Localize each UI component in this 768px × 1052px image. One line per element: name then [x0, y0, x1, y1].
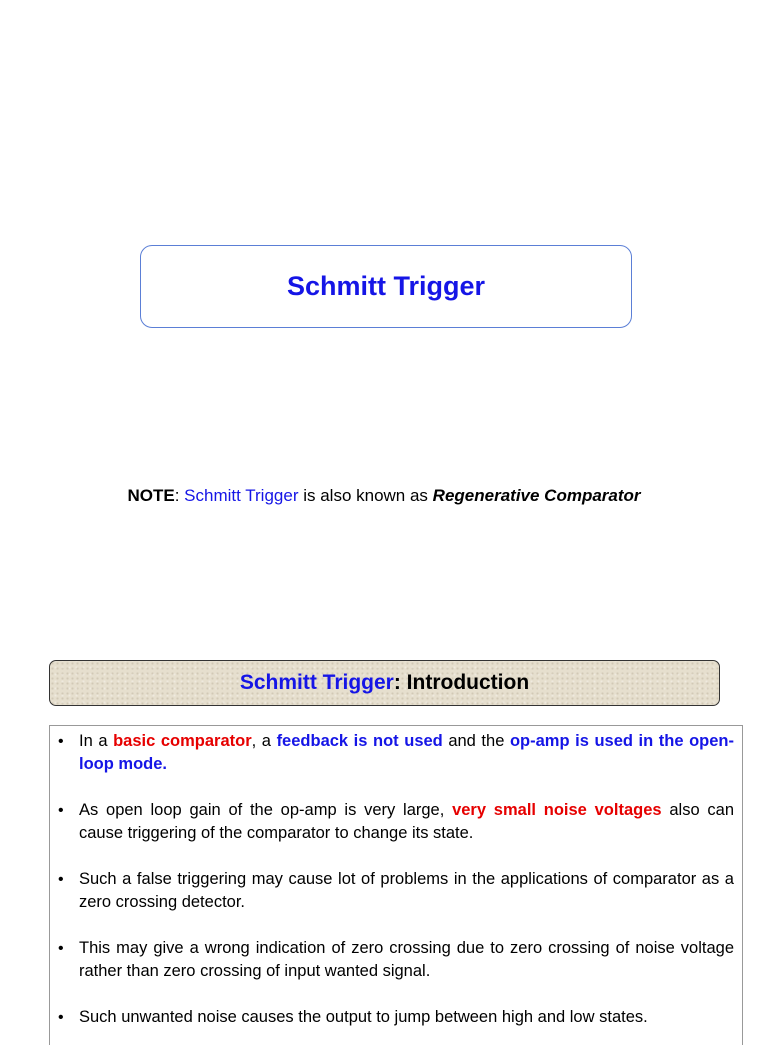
section-banner — [49, 660, 720, 706]
bullet-text: and the — [442, 732, 510, 750]
bullet-list — [50, 730, 742, 1052]
bullet-item — [50, 730, 742, 776]
note-middle: is also known as — [298, 486, 433, 505]
bullet-text: As open loop gain of the op-amp is very large, — [79, 801, 453, 819]
bullet-dot-icon: • — [58, 733, 64, 750]
bullet-text: In a — [79, 732, 114, 750]
note-separator: : — [174, 486, 185, 505]
bullet-dot-icon: • — [58, 940, 64, 957]
bullet-highlight-blue: op-amp is used in the open-loop mode. — [79, 732, 734, 773]
bullet-dot-icon: • — [58, 871, 64, 888]
bullet-dot-icon: • — [58, 802, 64, 819]
bullet-text: also can cause triggering of the comparator to change its state. — [79, 801, 734, 842]
title-box — [140, 245, 632, 328]
content-box — [49, 725, 743, 1045]
note-term: Schmitt Trigger — [184, 486, 299, 505]
bullet-text: Such a false triggering may cause lot of problems in the applications of comparator as a zero crossing detector. — [79, 870, 734, 911]
bullet-text: This may give a wrong indication of zero crossing due to zero crossing of noise voltage rather than zero crossing of input wanted signal. — [79, 939, 734, 980]
bullet-item — [50, 868, 742, 914]
note-alias: Regenerative Comparator — [432, 486, 641, 505]
banner-term: Schmitt Trigger — [239, 671, 394, 694]
bullet-text: , a — [251, 732, 277, 750]
slide-title: Schmitt Trigger — [286, 271, 486, 301]
bullet-highlight-red: very small noise voltages — [452, 801, 662, 819]
note-line — [0, 486, 768, 506]
banner-rest: : Introduction — [393, 671, 530, 694]
bullet-item — [50, 799, 742, 845]
bullet-text: Such unwanted noise causes the output to jump between high and low states. — [79, 1008, 648, 1026]
bullet-dot-icon: • — [58, 1009, 64, 1026]
bullet-item — [50, 937, 742, 983]
bullet-highlight-red: basic comparator — [113, 732, 252, 750]
bullet-highlight-blue: feedback is not used — [276, 732, 443, 750]
bullet-item — [50, 1006, 742, 1029]
note-label: NOTE — [127, 486, 175, 505]
